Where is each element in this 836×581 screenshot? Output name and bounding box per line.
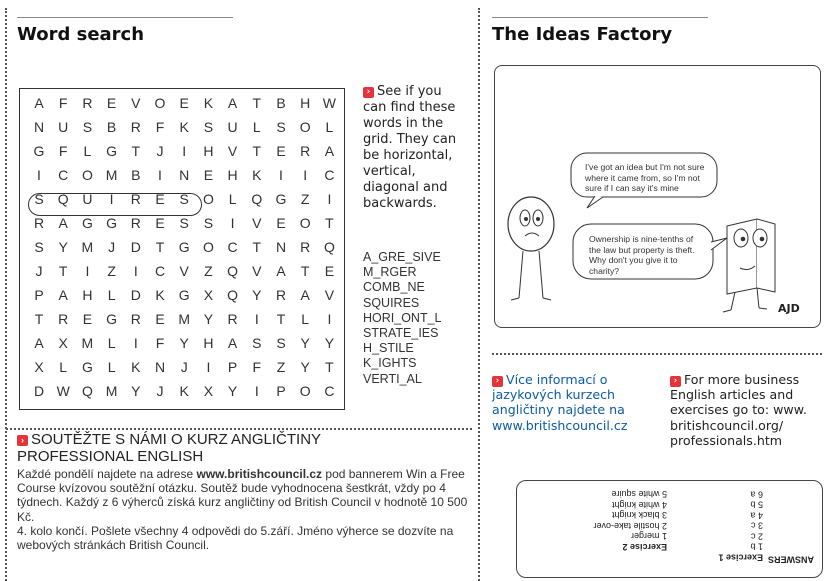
- arrow-bullet-icon: ›: [492, 376, 503, 387]
- grid-letter: G: [81, 359, 93, 375]
- grid-letter: O: [299, 215, 311, 231]
- answer-item: 6 a: [750, 489, 763, 500]
- grid-letter: C: [324, 167, 335, 183]
- grid-letter: X: [58, 335, 68, 351]
- grid-letter: D: [33, 383, 45, 399]
- grid-letter: E: [155, 311, 165, 327]
- contest-p1-start: Každé pondělí najdete na adrese: [17, 467, 197, 481]
- grid-letter: N: [179, 167, 190, 183]
- cartoon-panel: [494, 65, 821, 328]
- grid-letter: S: [203, 119, 214, 135]
- grid-letter: G: [33, 143, 45, 159]
- grid-letter: L: [107, 335, 116, 351]
- grid-letter: U: [227, 119, 238, 135]
- grid-letter: N: [275, 239, 287, 255]
- grid-letter: G: [106, 311, 118, 327]
- grid-letter: R: [300, 239, 311, 255]
- contest-link[interactable]: www.britishcouncil.cz: [196, 467, 323, 481]
- ideas-factory-title: The Ideas Factory: [492, 24, 673, 45]
- contest-p2: 4. kolo končí. Pošlete všechny 4 odpovědi do 5.září. Jméno výherce se dozvíte na webových stránkách British Council.: [17, 523, 454, 553]
- grid-letter: Y: [203, 311, 214, 327]
- grid-letter: J: [108, 239, 116, 255]
- info-czech: [492, 372, 652, 433]
- grid-letter: I: [85, 263, 90, 279]
- grid-letter: M: [81, 335, 94, 351]
- grid-letter: U: [82, 191, 93, 207]
- answer-item: 4 white knight: [611, 500, 667, 510]
- grid-letter: S: [34, 191, 44, 207]
- grid-letter: I: [327, 191, 332, 207]
- grid-letter: E: [155, 191, 165, 207]
- grid-letter: S: [276, 119, 286, 135]
- grid-letter: A: [227, 335, 238, 351]
- grid-letter: R: [58, 311, 69, 327]
- grid-letter: T: [58, 263, 68, 279]
- grid-letter: K: [155, 287, 165, 303]
- grid-letter: T: [252, 95, 262, 111]
- answer-item: 5 white squire: [611, 489, 667, 500]
- contest-heading-text: SOUTĚŽTE S NÁMI O KURZ ANGLIČTINY PROFESSIONAL ENGLISH: [17, 431, 321, 465]
- grid-letter: X: [203, 287, 214, 303]
- grid-letter: J: [156, 143, 164, 159]
- grid-letter: Q: [57, 191, 69, 207]
- grid-letter: L: [252, 119, 261, 135]
- word-search-rule: [17, 17, 233, 18]
- grid-letter: I: [206, 359, 211, 375]
- grid-letter: C: [58, 167, 69, 183]
- grid-letter: G: [81, 215, 93, 231]
- grid-letter: H: [82, 287, 93, 303]
- grid-letter: I: [254, 311, 259, 327]
- grid-letter: T: [252, 239, 262, 255]
- grid-letter: O: [202, 239, 214, 255]
- info-czech-text[interactable]: Více informací o jazykových kurzech angličtiny najdete na www.britishcouncil.cz: [492, 372, 628, 433]
- grid-letter: O: [299, 119, 311, 135]
- grid-letter: A: [58, 287, 68, 303]
- word-search-title: Word search: [17, 24, 145, 45]
- answer-item: 1 b: [750, 542, 763, 552]
- grid-letter: T: [325, 215, 334, 231]
- grid-letter: Q: [227, 287, 239, 303]
- info-dotted-divider: [492, 353, 822, 355]
- grid-letter: O: [299, 383, 311, 399]
- grid-letter: V: [131, 95, 141, 111]
- cartoon-drawing: [495, 66, 820, 327]
- info-english-text[interactable]: For more business English articles and exercises go to: www. britishcouncil.org/ professionals.htm: [670, 372, 807, 448]
- grid-letter: E: [155, 215, 165, 231]
- answer-item: 3 black knight: [611, 510, 667, 521]
- grid-letter: T: [325, 359, 334, 375]
- grid-letter: X: [34, 359, 44, 375]
- grid-letter: O: [202, 191, 214, 207]
- grid-letter: T: [276, 311, 286, 327]
- grid-letter: R: [300, 143, 311, 159]
- grid-letter: Q: [227, 263, 239, 279]
- grid-letter: D: [130, 287, 141, 303]
- grid-letter: S: [252, 335, 262, 351]
- grid-letter: E: [106, 95, 117, 111]
- grid-letter: G: [106, 143, 118, 159]
- grid-letter: G: [106, 215, 118, 231]
- grid-letter: S: [179, 191, 189, 207]
- grid-letter: E: [276, 143, 286, 159]
- grid-letter: F: [58, 95, 68, 111]
- contest-heading: [17, 431, 417, 465]
- grid-letter: F: [58, 143, 68, 159]
- grid-letter: I: [303, 167, 308, 183]
- grid-letter: W: [322, 95, 336, 111]
- grid-letter: Y: [324, 335, 335, 351]
- grid-letter: A: [227, 95, 238, 111]
- grid-letter: G: [275, 191, 287, 207]
- grid-letter: F: [155, 119, 165, 135]
- grid-letter: H: [300, 95, 311, 111]
- grid-letter: H: [203, 335, 214, 351]
- grid-letter: A: [34, 95, 44, 111]
- grid-letter: Z: [107, 263, 116, 279]
- grid-letter: M: [105, 383, 118, 399]
- grid-letter: I: [230, 215, 235, 231]
- grid-letter: U: [58, 119, 69, 135]
- grid-letter: H: [227, 167, 238, 183]
- grid-letter: Q: [323, 239, 335, 255]
- grid-letter: V: [252, 263, 262, 279]
- found-word-ring: [28, 193, 202, 216]
- center-dotted-divider: [478, 8, 480, 581]
- grid-letter: M: [178, 311, 191, 327]
- grid-letter: D: [130, 239, 141, 255]
- grid-letter: K: [179, 119, 189, 135]
- grid-letter: Y: [131, 383, 141, 399]
- grid-letter: R: [130, 191, 141, 207]
- grid-letter: I: [37, 167, 41, 183]
- word-list-item: STRATE_IES: [363, 326, 439, 341]
- grid-letter: A: [34, 335, 44, 351]
- word-list-item: SQUIRES: [363, 295, 420, 310]
- grid-letter: I: [109, 191, 114, 207]
- grid-letter: E: [324, 263, 335, 279]
- answers-label: ANSWERS: [767, 554, 814, 565]
- grid-letter: R: [275, 287, 287, 303]
- grid-letter: S: [34, 239, 44, 255]
- grid-letter: G: [178, 239, 190, 255]
- grid-letter: B: [106, 119, 117, 135]
- grid-letter: O: [154, 95, 166, 111]
- word-list-item: A_GRE_SIVE: [363, 250, 441, 264]
- grid-letter: Z: [276, 359, 286, 375]
- grid-letter: T: [300, 263, 310, 279]
- exercise-1-title: Exercise 1: [718, 552, 763, 563]
- grid-letter: L: [301, 311, 310, 327]
- bubble-2-text: Ownership is nine-tenths of the law but property is theft. Why don't you give it to charity?: [589, 234, 695, 276]
- grid-letter: S: [82, 119, 93, 135]
- grid-letter: J: [180, 359, 188, 375]
- grid-letter: K: [131, 359, 141, 375]
- grid-letter: I: [158, 167, 162, 183]
- grid-letter: A: [276, 263, 286, 279]
- grid-letter: G: [178, 287, 190, 303]
- grid-letter: V: [179, 263, 189, 279]
- grid-letter: R: [82, 95, 93, 111]
- word-list-item: VERTI_AL: [363, 371, 422, 386]
- grid-letter: K: [179, 383, 189, 399]
- grid-letter: Y: [252, 287, 262, 303]
- grid-letter: R: [130, 311, 141, 327]
- grid-letter: L: [107, 287, 116, 303]
- grid-letter: Z: [300, 191, 310, 207]
- grid-letter: B: [276, 95, 286, 111]
- grid-letter: P: [276, 383, 286, 399]
- answer-item: 2 hostile take-over: [593, 521, 667, 531]
- grid-letter: T: [252, 143, 262, 159]
- word-search-grid: [19, 88, 345, 410]
- word-list-item: M_RGER: [363, 265, 417, 280]
- grid-letter: Z: [204, 263, 213, 279]
- answer-item: 5 b: [750, 500, 763, 510]
- grid-letter: V: [324, 287, 335, 303]
- grid-letter: Y: [58, 239, 68, 255]
- grid-letter: N: [33, 119, 45, 135]
- answer-item: 2 c: [750, 531, 763, 542]
- word-list-item: COMB_NE: [363, 280, 425, 295]
- answer-item: 3 c: [750, 521, 763, 531]
- grid-letter: A: [300, 287, 310, 303]
- grid-letter: X: [203, 383, 214, 399]
- ideas-factory-rule: [492, 17, 708, 18]
- grid-letter: O: [81, 167, 93, 183]
- answers-box: [516, 480, 823, 578]
- grid-letter: I: [254, 383, 259, 399]
- grid-letter: F: [155, 335, 165, 351]
- contest-dotted-divider: [6, 428, 472, 430]
- grid-letter: Y: [179, 335, 189, 351]
- grid-letter: E: [276, 215, 286, 231]
- grid-letter: S: [179, 215, 189, 231]
- grid-letter: T: [155, 239, 165, 255]
- grid-letter: W: [56, 383, 70, 399]
- word-list-item: K_IGHTS: [363, 356, 417, 371]
- grid-letter: K: [252, 167, 262, 183]
- grid-letter: A: [324, 143, 335, 159]
- grid-letter: B: [131, 167, 141, 183]
- grid-letter: I: [133, 335, 138, 351]
- grid-letter: Q: [81, 383, 93, 399]
- grid-letter: J: [35, 263, 43, 279]
- grid-letter: R: [227, 311, 238, 327]
- word-list-item: HORI_ONT_L: [363, 310, 442, 325]
- exercise-2-title: Exercise 2: [622, 542, 667, 552]
- grid-letter: A: [58, 215, 68, 231]
- grid-letter: L: [325, 119, 334, 135]
- grid-letter: I: [133, 263, 138, 279]
- grid-letter: L: [59, 359, 68, 375]
- grid-letter: P: [227, 359, 238, 375]
- grid-letter: H: [203, 143, 214, 159]
- answer-item: 1 merger: [630, 531, 667, 542]
- grid-letter: J: [156, 383, 164, 399]
- grid-letter: M: [105, 167, 118, 183]
- grid-letter: M: [81, 239, 94, 255]
- arrow-bullet-icon: ›: [670, 376, 681, 387]
- grid-letter: F: [252, 359, 262, 375]
- grid-letter: I: [327, 311, 332, 327]
- grid-letter: V: [227, 143, 238, 159]
- answer-item: 4 a: [750, 510, 763, 521]
- grid-letter: S: [203, 215, 214, 231]
- grid-letter: L: [228, 191, 237, 207]
- arrow-bullet-icon: ›: [17, 435, 28, 446]
- grid-letter: L: [107, 359, 116, 375]
- grid-letter: E: [179, 95, 189, 111]
- arrow-bullet-icon: ›: [363, 87, 374, 98]
- grid-letter: Y: [227, 383, 238, 399]
- grid-letter: S: [276, 335, 286, 351]
- instructions-text: See if you can find these words in the grid. They can be horizontal, vertical, diagonal and backwards.: [363, 84, 457, 211]
- grid-letter: C: [154, 263, 166, 279]
- grid-letter: Q: [251, 191, 263, 207]
- grid-letter: Y: [300, 359, 310, 375]
- word-list: [363, 250, 442, 387]
- grid-letter: T: [34, 311, 44, 327]
- left-dotted-border: [5, 8, 7, 581]
- contest-body: [17, 467, 472, 552]
- grid-letter: C: [324, 383, 335, 399]
- grid-letter: T: [131, 143, 141, 159]
- grid-letter: R: [33, 215, 45, 231]
- word-list-item: H_STILE: [363, 341, 414, 356]
- grid-letter: I: [279, 167, 283, 183]
- grid-letter: N: [154, 359, 166, 375]
- grid-letter: R: [130, 215, 141, 231]
- grid-letter: V: [252, 215, 262, 231]
- grid-letter: R: [130, 119, 141, 135]
- word-search-instructions: [363, 84, 465, 212]
- cartoon-signature: AJD: [778, 302, 800, 315]
- bubble-1-text: I've got an idea but I'm not sure where it came from, so I'm not sure if I can say it's mine: [585, 162, 705, 193]
- grid-letter: Y: [300, 335, 310, 351]
- grid-letter: L: [83, 143, 92, 159]
- contest-p1-end: pod bannerem Win a Free Course kvízovou soutěžní otázku. Soutěž bude vyhodnocena šestkrát, vždy po 4 týdnech. Každý z 6 výherců získá kurz angličtiny od British Council v hodnotě 10 500 Kč.: [17, 467, 468, 524]
- answers-ex1: [713, 489, 763, 563]
- grid-letter: I: [182, 143, 187, 159]
- info-english: [670, 372, 826, 448]
- grid-letter: C: [227, 239, 238, 255]
- grid-letter: E: [203, 167, 214, 183]
- answers-ex2: [557, 489, 667, 552]
- grid-letter: K: [203, 95, 214, 111]
- grid-letter: E: [82, 311, 93, 327]
- grid-letter: P: [34, 287, 44, 303]
